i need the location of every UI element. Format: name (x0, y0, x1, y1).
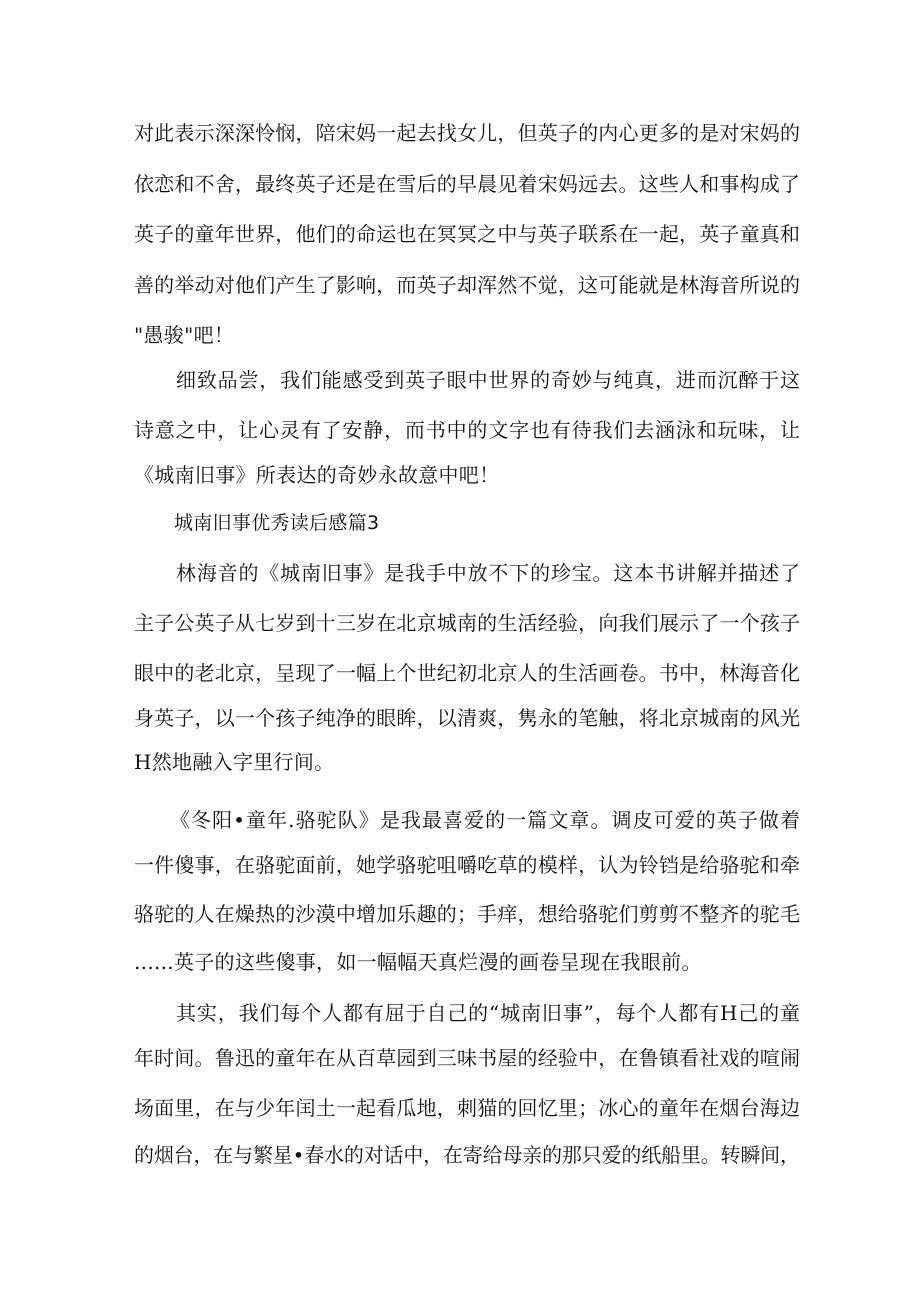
text-line: 年时间。鲁迅的童年在从百草园到三味书屋的经验中，在鲁镇看社戏的喧闹 (134, 1046, 801, 1070)
text-line: 场面里，在与少年闰土一起看瓜地，刺猫的回忆里；冰心的童年在烟台海边 (134, 1096, 801, 1120)
text-line: H然地融入字里行间。 (134, 750, 335, 774)
text-line: 诗意之中，让心灵有了安静，而书中的文字也有待我们去涵泳和玩味，让 (134, 418, 801, 442)
text-line: 《城南旧事》所表达的奇妙永故意中吧！ (134, 463, 500, 487)
text-line: 主子公英子从七岁到十三岁在北京城南的生活经验，向我们展示了一个孩子 (134, 611, 801, 635)
text-line: 《冬阳•童年.骆驼队》是我最喜爱的一篇文章。调皮可爱的英子做着 (170, 808, 802, 832)
text-line: 一件傻事，在骆驼面前，她学骆驼咀嚼吃草的模样，认为铃铛是给骆驼和牵 (134, 853, 801, 877)
text-line: 善的举动对他们产生了影响，而英子却浑然不觉，这可能就是林海音所说的 (134, 273, 801, 297)
text-line: 对此表示深深怜悯，陪宋妈一起去找女儿，但英子的内心更多的是对宋妈的 (134, 121, 801, 145)
section-heading: 城南旧事优秀读后感篇3 (174, 512, 380, 534)
text-line: 骆驼的人在燥热的沙漠中增加乐趣的；手痒，想给骆驼们剪剪不整齐的驼毛 (134, 902, 801, 926)
text-line: 其实，我们每个人都有屈于自己的“城南旧事”，每个人都有H己的童 (176, 1001, 801, 1025)
text-line: "愚骏"吧！ (134, 323, 235, 347)
text-line: 的烟台，在与繁星•春水的对话中，在寄给母亲的那只爱的纸船里。转瞬间， (134, 1143, 800, 1167)
text-line: 身英子，以一个孩子纯净的眼眸，以清爽，隽永的笔触，将北京城南的风光 (134, 706, 801, 730)
text-line: 依恋和不舍，最终英子还是在雪后的早晨见着宋妈远去。这些人和事构成了 (134, 172, 801, 196)
text-line: 英子的童年世界，他们的命运也在冥冥之中与英子联系在一起，英子童真和 (134, 222, 801, 246)
text-line: 细致品尝，我们能感受到英子眼中世界的奇妙与纯真，进而沉醉于这 (176, 368, 801, 392)
text-line: 林海音的《城南旧事》是我手中放不下的珍宝。这本书讲解并描述了 (176, 561, 801, 585)
text-line: 眼中的老北京，呈现了一幅上个世纪初北京人的生活画卷。书中，林海音化 (134, 661, 801, 685)
text-line: ......英子的这些傻事，如一幅幅天真烂漫的画卷呈现在我眼前。 (134, 950, 702, 974)
